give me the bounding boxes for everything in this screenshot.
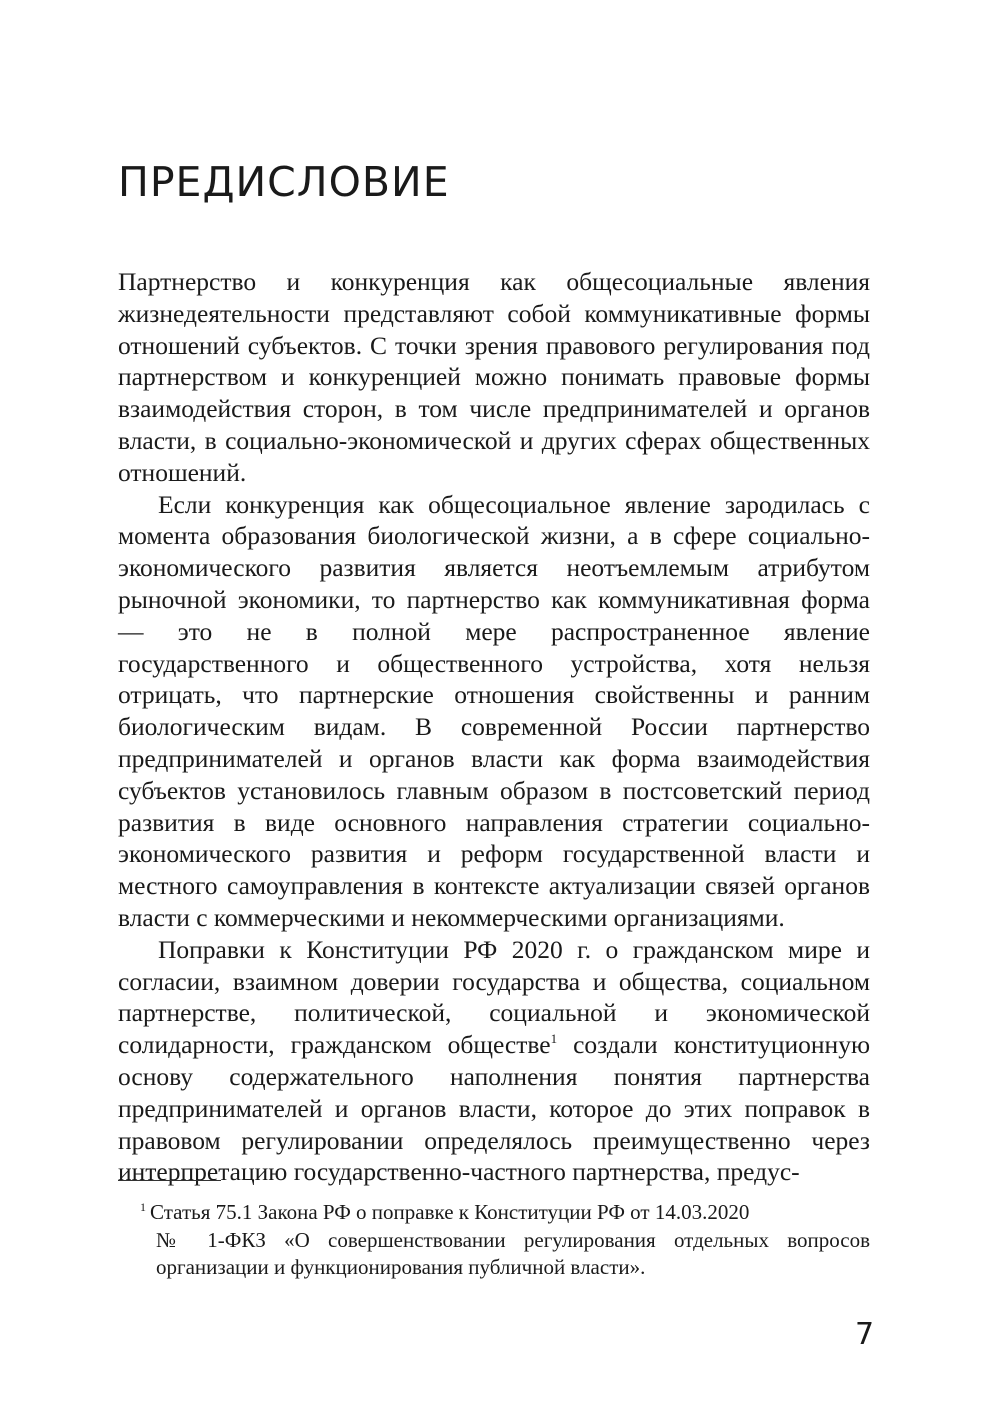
paragraph-1: Партнерство и конкуренция как общесоциальные явления жизнедеятельности представляют собой коммуникативные формы отношений субъектов. С точки зрения правового регулирования под партнерством и конкуренцией можно понимать правовые формы взаимодействия сторон, в том числе предпринимателей и органов власти, в социально-экономической и других сферах общественных отношений. bbox=[118, 267, 870, 487]
paragraph-3-text-start: Поправки к Конституции РФ 2020 г. о гражданском мире и согласии, взаимном доверии государства и общества, социальном партнерстве, политической, социальной и экономической солидарности, гражданском обществе bbox=[118, 934, 870, 1060]
footnote-divider bbox=[118, 1180, 221, 1181]
footnote-text-1: Статья 75.1 Закона РФ о поправке к Конституции РФ от 14.03.2020 bbox=[150, 1200, 750, 1224]
footnote-text-2: № 1-ФКЗ «О совершенствовании регулирования отдельных вопросов организации и функционирования публичной власти». bbox=[156, 1227, 870, 1279]
footnote bbox=[118, 1199, 870, 1282]
footnote-line-1 bbox=[118, 1199, 870, 1227]
footnote-mark: 1 bbox=[140, 1200, 146, 1214]
paragraph-3 bbox=[118, 934, 870, 1188]
page-number: 7 bbox=[855, 1317, 875, 1352]
paragraph-2: Если конкуренция как общесоциальное явление зародилась с момента образования биологической жизни, а в сфере социально-экономического развития является неотъемлемым атрибутом рыночной экономики, то партнерство как коммуникативная форма — это не в полной мере распространенное явление государственного и общественного устройства, хотя нельзя отрицать, что партнерские отношения свойственны и ранним биологическим видам. В современной России партнерство предпринимателей и органов власти как форма взаимодействия субъектов установилось главным образом в постсоветский период развития в виде основного направления стратегии социально-экономического развития и реформ государственной власти и местного самоуправления в контексте актуализации связей органов власти с коммерческими и некоммерческими организациями. bbox=[118, 489, 870, 932]
footnote-reference: 1 bbox=[550, 1031, 558, 1047]
paragraph-3-text-end: создали конституционную основу содержательного наполнения понятия партнерства предпринимателей и органов власти, которое до этих поправок в правовом регулировании определялось преимущественно через интерпретацию государственно-частного партнерства, предус- bbox=[118, 1030, 870, 1187]
body-text bbox=[118, 266, 870, 1188]
chapter-heading: ПРЕДИСЛОВИЕ bbox=[118, 158, 450, 206]
